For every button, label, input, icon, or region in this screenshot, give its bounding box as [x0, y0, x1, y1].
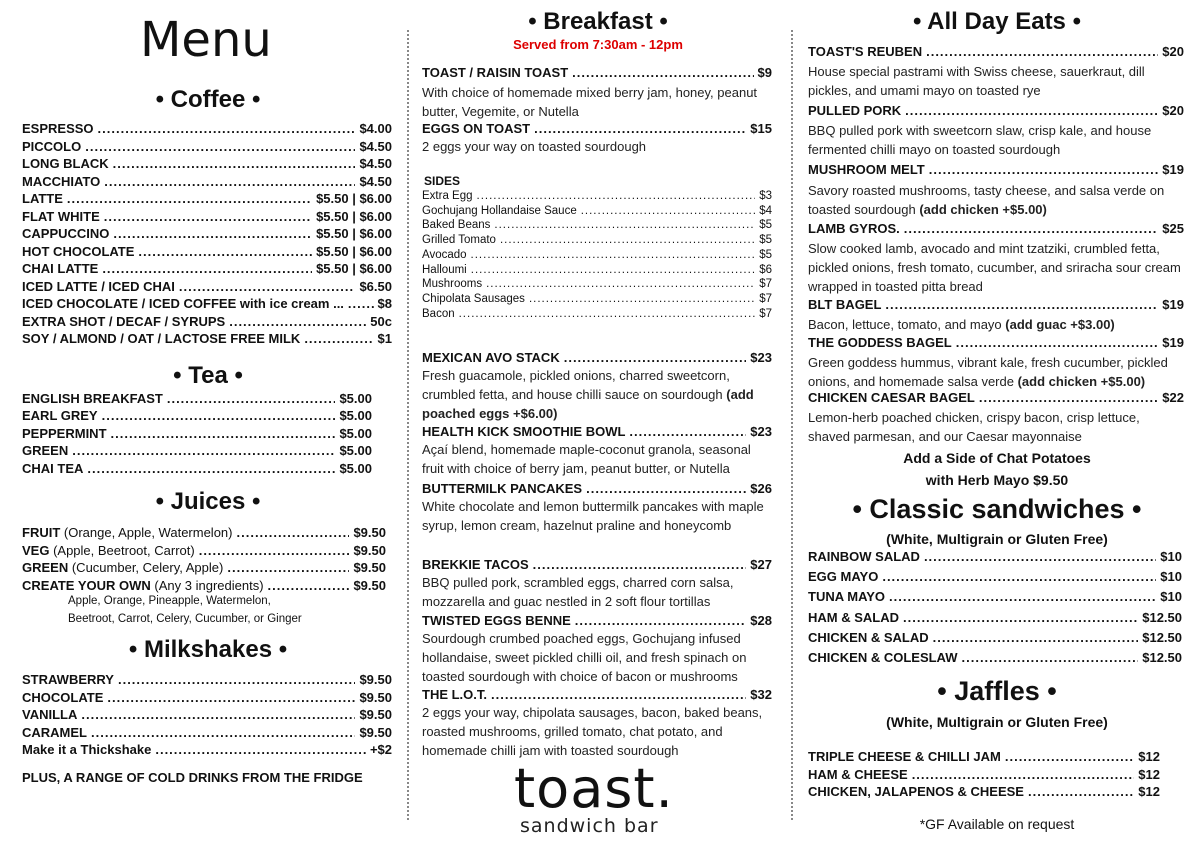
item-price: $22	[1162, 390, 1184, 405]
item-name: CARAMEL	[22, 724, 87, 740]
item-name: LATTE	[22, 191, 63, 206]
menu-item	[22, 391, 372, 406]
leader-dots	[85, 139, 355, 154]
item-price: $6	[759, 263, 772, 276]
item-name: SOY / ALMOND / OAT / LACTOSE FREE MILK	[22, 331, 301, 346]
item-price: $23	[750, 424, 772, 439]
served-hours: Served from 7:30am - 12pm	[513, 37, 683, 52]
column-divider	[407, 30, 409, 820]
leader-dots	[500, 234, 755, 246]
leader-dots	[111, 426, 336, 441]
item-price: $5.00	[339, 408, 372, 424]
item-price: $5	[759, 248, 772, 261]
item-name: HOT CHOCOLATE	[22, 243, 135, 259]
menu-item	[22, 443, 372, 458]
item-description: With choice of homemade mixed berry jam, honey, peanut butter, Vegemite, or Nutella	[422, 85, 758, 119]
item-price: $6.50	[359, 278, 392, 294]
item-price: $4.00	[359, 121, 392, 136]
menu-item	[22, 121, 392, 136]
menu-item	[22, 314, 392, 329]
item-addon: (add guac +$3.00)	[1005, 317, 1115, 332]
menu-item	[808, 335, 1184, 350]
leader-dots	[304, 331, 373, 346]
menu-item	[422, 264, 772, 276]
menu-item	[808, 221, 1184, 236]
item-name: Avocado	[422, 248, 467, 261]
leader-dots	[67, 191, 312, 206]
menu-item	[22, 226, 392, 241]
leader-dots	[491, 687, 746, 702]
item-price: $12.50	[1142, 629, 1182, 645]
leader-dots	[529, 293, 755, 305]
menu-item	[808, 610, 1182, 625]
item-name: TWISTED EGGS BENNE	[422, 613, 571, 628]
item-price: $28	[750, 613, 772, 628]
item-name: PICCOLO	[22, 138, 82, 154]
menu-item	[22, 725, 392, 740]
item-name: ENGLISH BREAKFAST	[22, 391, 163, 406]
juice-options	[68, 592, 302, 628]
item-name: ESPRESSO	[22, 121, 94, 136]
juice-options-line2: Beetroot, Carrot, Celery, Cucumber, or Ginger	[68, 613, 302, 625]
leader-dots	[586, 481, 746, 496]
item-name: CHICKEN & SALAD	[808, 629, 929, 645]
column-breakfast	[422, 0, 774, 843]
item-price: $9.50	[353, 560, 386, 575]
sides-heading: SIDES	[424, 174, 461, 188]
leader-dots	[494, 219, 755, 231]
item-name: MEXICAN AVO STACK	[422, 350, 560, 365]
item-description: BBQ pulled pork, scrambled eggs, charred corn salsa, mozzarella and guac nestled in 2 soft flour tortillas	[422, 575, 734, 609]
leader-dots	[113, 226, 312, 241]
leader-dots	[81, 707, 355, 722]
item-description: 2 eggs your way on toasted sourdough	[422, 139, 647, 154]
item-price: $9	[757, 65, 772, 80]
item-name: Halloumi	[422, 263, 467, 276]
item-name: FRUIT	[22, 525, 61, 540]
item-price: $9.50	[359, 707, 392, 723]
item-description: BBQ pulled pork with sweetcorn slaw, crisp kale, and house fermented chilli mayo on toasted sourdough	[808, 123, 1152, 157]
menu-item	[22, 244, 392, 259]
menu-item	[808, 589, 1182, 604]
menu-item	[22, 279, 392, 294]
item-name: CHOCOLATE	[22, 689, 104, 705]
item-name: Mushrooms	[422, 278, 483, 291]
item-price: $10	[1160, 549, 1182, 564]
leader-dots	[72, 443, 335, 458]
item-price: $3	[759, 190, 772, 202]
leader-dots	[471, 249, 756, 261]
leader-dots	[348, 296, 374, 311]
item-name: ICED LATTE / ICED CHAI	[22, 278, 175, 294]
item-description: Sourdough crumbed poached eggs, Gochujang infused hollandaise, sweet pickled chilli oil, and fresh spinach on toasted sourdough with choice of bacon or mushrooms	[422, 631, 747, 684]
menu-item	[22, 408, 372, 423]
menu-item	[808, 44, 1184, 59]
item-name: GREEN	[22, 443, 69, 459]
item-price: $19	[1162, 162, 1184, 177]
side-offer-line1: Add a Side of Chat Potatoes	[903, 450, 1091, 466]
leader-dots	[534, 121, 746, 136]
leader-dots	[933, 630, 1139, 645]
item-name: Grilled Tomato	[422, 234, 496, 247]
gf-note: *GF Available on request	[919, 816, 1075, 832]
item-price: $19	[1162, 335, 1184, 350]
menu-item	[422, 613, 772, 628]
menu-item	[422, 278, 772, 290]
item-name: FLAT WHITE	[22, 208, 100, 224]
item-name: HAM & SALAD	[808, 609, 899, 625]
item-price: $5.50 | $6.00	[316, 243, 392, 259]
cold-drinks-note: PLUS, A RANGE OF COLD DRINKS FROM THE FRIDGE	[22, 770, 363, 785]
item-price: $12	[1138, 749, 1160, 764]
item-name: EGGS ON TOAST	[422, 121, 531, 136]
leader-dots	[477, 190, 756, 202]
menu-item	[422, 687, 772, 702]
item-name: HEALTH KICK SMOOTHIE BOWL	[422, 424, 626, 439]
item-name: THE L.O.T.	[422, 687, 487, 702]
item-addon: (add chicken +$5.00)	[919, 202, 1047, 217]
column-drinks	[22, 0, 394, 843]
item-name: CHICKEN CAESAR BAGEL	[808, 390, 975, 405]
menu-item	[808, 749, 1160, 764]
menu-item	[422, 219, 772, 231]
leader-dots	[564, 350, 747, 365]
leader-dots	[962, 650, 1139, 665]
item-price: +$2	[369, 742, 392, 758]
item-price: $12.50	[1142, 650, 1182, 665]
leader-dots	[885, 297, 1158, 312]
menu-item	[22, 296, 392, 311]
leader-dots	[104, 209, 312, 224]
all-day-heading: • All Day Eats •	[913, 8, 1081, 35]
item-name: STRAWBERRY	[22, 672, 114, 687]
item-name: TOAST / RAISIN TOAST	[422, 65, 569, 80]
item-price: $10	[1160, 589, 1182, 605]
menu-item	[808, 390, 1184, 405]
item-price: $23	[750, 350, 772, 365]
item-name: PULLED PORK	[808, 103, 902, 118]
item-description: Green goddess hummus, vibrant kale, fresh cucumber, pickled onions, and homemade salsa verde (add chicken +$5.00)	[808, 355, 1168, 389]
menu-item	[422, 424, 772, 439]
menu-item	[22, 543, 386, 558]
menu-item	[22, 209, 392, 224]
item-price: $25	[1162, 221, 1184, 236]
leader-dots	[581, 205, 755, 217]
item-name: BREKKIE TACOS	[422, 557, 529, 572]
sandwiches-sub: (White, Multigrain or Gluten Free)	[886, 531, 1108, 547]
leader-dots	[118, 672, 355, 687]
item-price: $5.50 | $6.00	[316, 226, 392, 241]
leader-dots	[904, 221, 1159, 236]
item-price: $26	[750, 481, 772, 496]
item-name: THE GODDESS BAGEL	[808, 335, 952, 350]
item-price: $5.00	[339, 460, 372, 476]
item-price: $32	[750, 687, 772, 702]
menu-item	[22, 525, 386, 540]
item-name: LONG BLACK	[22, 156, 109, 171]
item-price: $5.00	[339, 425, 372, 441]
item-description: Lemon-herb poached chicken, crispy bacon, crisp lettuce, shaved parmesan, and our Caesar mayonnaise	[808, 410, 1140, 444]
leader-dots	[486, 278, 755, 290]
item-description: Bacon, lettuce, tomato, and mayo (add guac +$3.00)	[808, 317, 1115, 332]
item-name: CHICKEN & COLESLAW	[808, 650, 958, 665]
item-price: $5	[759, 219, 772, 232]
leader-dots	[903, 610, 1138, 625]
item-price: $9.50	[359, 724, 392, 740]
side-offer	[808, 447, 1186, 491]
leader-dots	[956, 335, 1159, 350]
leader-dots	[889, 589, 1156, 604]
leader-dots	[882, 569, 1156, 584]
side-offer-line2: with Herb Mayo $9.50	[925, 472, 1069, 488]
menu-title: Menu	[140, 12, 272, 68]
item-price: $4	[759, 204, 772, 217]
menu-item	[422, 205, 772, 217]
item-name: ICED CHOCOLATE / ICED COFFEE with ice cream ...	[22, 296, 344, 311]
item-name: RAINBOW SALAD	[808, 549, 920, 564]
item-addon: (add poached eggs +$6.00)	[422, 387, 754, 421]
item-price: 50c	[370, 313, 392, 329]
item-description: Fresh guacamole, pickled onions, charred sweetcorn, crumbled fetta, and house chilli sauce on sourdough (add poached eggs +$6.00)	[422, 368, 754, 421]
leader-dots	[155, 742, 366, 757]
menu-item	[808, 630, 1182, 645]
menu-item	[808, 162, 1184, 177]
leader-dots	[575, 613, 747, 628]
item-name: TUNA MAYO	[808, 589, 886, 605]
item-price: $7	[759, 307, 772, 320]
leader-dots	[102, 408, 336, 423]
menu-item	[808, 767, 1160, 782]
menu-item	[22, 331, 392, 346]
leader-dots	[912, 767, 1135, 782]
item-name: Baked Beans	[422, 219, 491, 232]
menu-item	[22, 191, 392, 206]
menu-item	[22, 426, 372, 441]
column-divider	[791, 30, 793, 820]
item-price: $20	[1162, 44, 1184, 59]
item-price: $5.50 | $6.00	[316, 191, 392, 206]
leader-dots	[98, 121, 356, 136]
item-name: Extra Egg	[422, 190, 473, 202]
item-price: $9.50	[359, 672, 392, 687]
leader-dots	[107, 690, 355, 705]
item-price: $4.50	[359, 156, 392, 171]
tea-heading: • Tea •	[173, 362, 243, 389]
item-description: Savory roasted mushrooms, tasty cheese, and salsa verde on toasted sourdough (add chicken +$5.00)	[808, 183, 1165, 217]
item-name: HAM & CHEESE	[808, 766, 908, 782]
menu-item	[22, 560, 386, 575]
item-name: Chipolata Sausages	[422, 292, 525, 305]
coffee-heading: • Coffee •	[155, 86, 261, 113]
column-all-day	[808, 0, 1186, 843]
item-price: $5.00	[339, 391, 372, 406]
leader-dots	[138, 244, 312, 259]
menu-item	[22, 707, 392, 722]
item-name: CAPPUCCINO	[22, 226, 110, 241]
menu-item	[22, 690, 392, 705]
item-name: VANILLA	[22, 707, 78, 723]
item-name: MUSHROOM MELT	[808, 162, 925, 177]
sandwiches-heading: • Classic sandwiches •	[852, 494, 1142, 524]
menu-item	[422, 121, 772, 136]
item-name: TRIPLE CHEESE & CHILLI JAM	[808, 749, 1001, 764]
breakfast-heading: • Breakfast •	[528, 8, 668, 35]
leader-dots	[924, 549, 1156, 564]
menu-item	[422, 190, 772, 202]
leader-dots	[179, 279, 356, 294]
item-name: Bacon	[422, 307, 455, 320]
item-price: $5	[759, 234, 772, 247]
item-name: EGG MAYO	[808, 569, 879, 585]
leader-dots	[1028, 784, 1134, 799]
menu-item	[22, 174, 392, 189]
item-price: $1	[377, 331, 392, 346]
item-price: $20	[1162, 103, 1184, 118]
item-name: VEG	[22, 542, 50, 558]
toast-logo: toast.	[514, 757, 674, 820]
item-description: White chocolate and lemon buttermilk pancakes with maple syrup, lemon cream, hazelnut praline and honeycomb	[422, 499, 764, 533]
menu-item	[22, 742, 392, 757]
menu-item	[422, 308, 772, 320]
item-price: $5.00	[339, 443, 372, 459]
leader-dots	[979, 390, 1158, 405]
leader-dots	[87, 461, 335, 476]
item-ingredients: (Orange, Apple, Watermelon)	[60, 525, 233, 540]
leader-dots	[237, 525, 350, 540]
item-addon: (add chicken +$5.00)	[1017, 374, 1146, 389]
item-price: $9.50	[353, 577, 386, 593]
item-price: $15	[750, 121, 772, 136]
leader-dots	[572, 65, 753, 80]
item-price: $9.50	[353, 542, 386, 558]
jaffles-heading: • Jaffles •	[937, 676, 1057, 706]
menu-item	[422, 557, 772, 572]
menu-item	[808, 549, 1182, 564]
leader-dots	[102, 261, 312, 276]
leader-dots	[268, 578, 350, 593]
menu-item	[22, 578, 386, 593]
menu-item	[422, 350, 772, 365]
item-ingredients: (Any 3 ingredients)	[150, 577, 264, 593]
item-price: $4.50	[359, 173, 392, 189]
logo-subtitle: sandwich bar	[520, 815, 659, 837]
jaffles-sub: (White, Multigrain or Gluten Free)	[886, 714, 1108, 730]
item-ingredients: (Apple, Beetroot, Carrot)	[49, 542, 195, 558]
item-name: TOAST'S REUBEN	[808, 44, 923, 59]
item-name: BLT BAGEL	[808, 297, 882, 312]
menu-item	[808, 569, 1182, 584]
menu-item	[422, 481, 772, 496]
menu-item	[808, 650, 1182, 665]
item-name: CHAI LATTE	[22, 261, 99, 276]
menu-item	[808, 297, 1184, 312]
item-name: GREEN	[22, 560, 69, 575]
item-description: Açaí blend, homemade maple-coconut granola, seasonal fruit with choice of berry jam, peanut butter, or Nutella	[422, 442, 751, 476]
menu-item	[22, 139, 392, 154]
menu-item	[422, 234, 772, 246]
item-name: CHAI TEA	[22, 460, 84, 476]
item-description: House special pastrami with Swiss cheese, sauerkraut, dill pickles, and umami mayo on toasted rye	[808, 64, 1145, 98]
item-price: $10	[1160, 569, 1182, 585]
item-name: CHICKEN, JALAPENOS & CHEESE	[808, 784, 1024, 800]
item-price: $5.50 | $6.00	[316, 208, 392, 224]
item-name: PEPPERMINT	[22, 425, 107, 441]
menu-item	[22, 672, 392, 687]
item-description: 2 eggs your way, chipolata sausages, bacon, baked beans, roasted mushrooms, grilled tomato, chat potato, and homemade chilli jam with toasted sourdough	[422, 705, 763, 758]
menu-item	[22, 156, 392, 171]
item-price: $19	[1162, 297, 1184, 312]
leader-dots	[533, 557, 747, 572]
item-price: $9.50	[353, 525, 386, 540]
juice-options-line1: Apple, Orange, Pineapple, Watermelon,	[68, 595, 271, 607]
item-name: Make it a Thickshake	[22, 742, 152, 758]
leader-dots	[199, 543, 350, 558]
milkshakes-heading: • Milkshakes •	[128, 636, 288, 663]
leader-dots	[227, 560, 349, 575]
item-name: LAMB GYROS.	[808, 221, 900, 236]
leader-dots	[905, 103, 1158, 118]
item-price: $12	[1138, 784, 1160, 800]
leader-dots	[926, 44, 1158, 59]
item-price: $8	[377, 296, 392, 311]
item-price: $4.50	[359, 138, 392, 154]
item-price: $7	[759, 278, 772, 291]
item-price: $12	[1138, 766, 1160, 782]
leader-dots	[459, 308, 756, 320]
menu-item	[808, 103, 1184, 118]
item-name: CREATE YOUR OWN	[22, 577, 151, 593]
item-price: $12.50	[1142, 609, 1182, 625]
juices-heading: • Juices •	[155, 488, 261, 515]
item-name: MACCHIATO	[22, 173, 101, 189]
menu-item	[422, 65, 772, 80]
leader-dots	[629, 424, 746, 439]
item-ingredients: (Cucumber, Celery, Apple)	[68, 560, 224, 575]
leader-dots	[471, 264, 755, 276]
item-price: $27	[750, 557, 772, 572]
leader-dots	[167, 391, 336, 406]
menu-item	[422, 249, 772, 261]
menu-item	[22, 261, 392, 276]
leader-dots	[91, 725, 355, 740]
menu-item	[422, 293, 772, 305]
item-name: Gochujang Hollandaise Sauce	[422, 204, 577, 217]
leader-dots	[104, 174, 355, 189]
menu-item	[808, 784, 1160, 799]
item-price: $5.50 | $6.00	[316, 261, 392, 276]
leader-dots	[1005, 749, 1134, 764]
leader-dots	[229, 314, 366, 329]
item-name: BUTTERMILK PANCAKES	[422, 481, 583, 496]
leader-dots	[929, 162, 1159, 177]
leader-dots	[113, 156, 356, 171]
item-name: EXTRA SHOT / DECAF / SYRUPS	[22, 313, 226, 329]
item-price: $7	[759, 292, 772, 305]
item-price: $9.50	[359, 689, 392, 705]
item-description: Slow cooked lamb, avocado and mint tzatziki, crumbled fetta, pickled onions, fresh tomato, cucumber, and sriracha sour cream wrapped in toasted pitta bread	[808, 241, 1181, 294]
item-name: EARL GREY	[22, 408, 98, 424]
menu-item	[22, 461, 372, 476]
